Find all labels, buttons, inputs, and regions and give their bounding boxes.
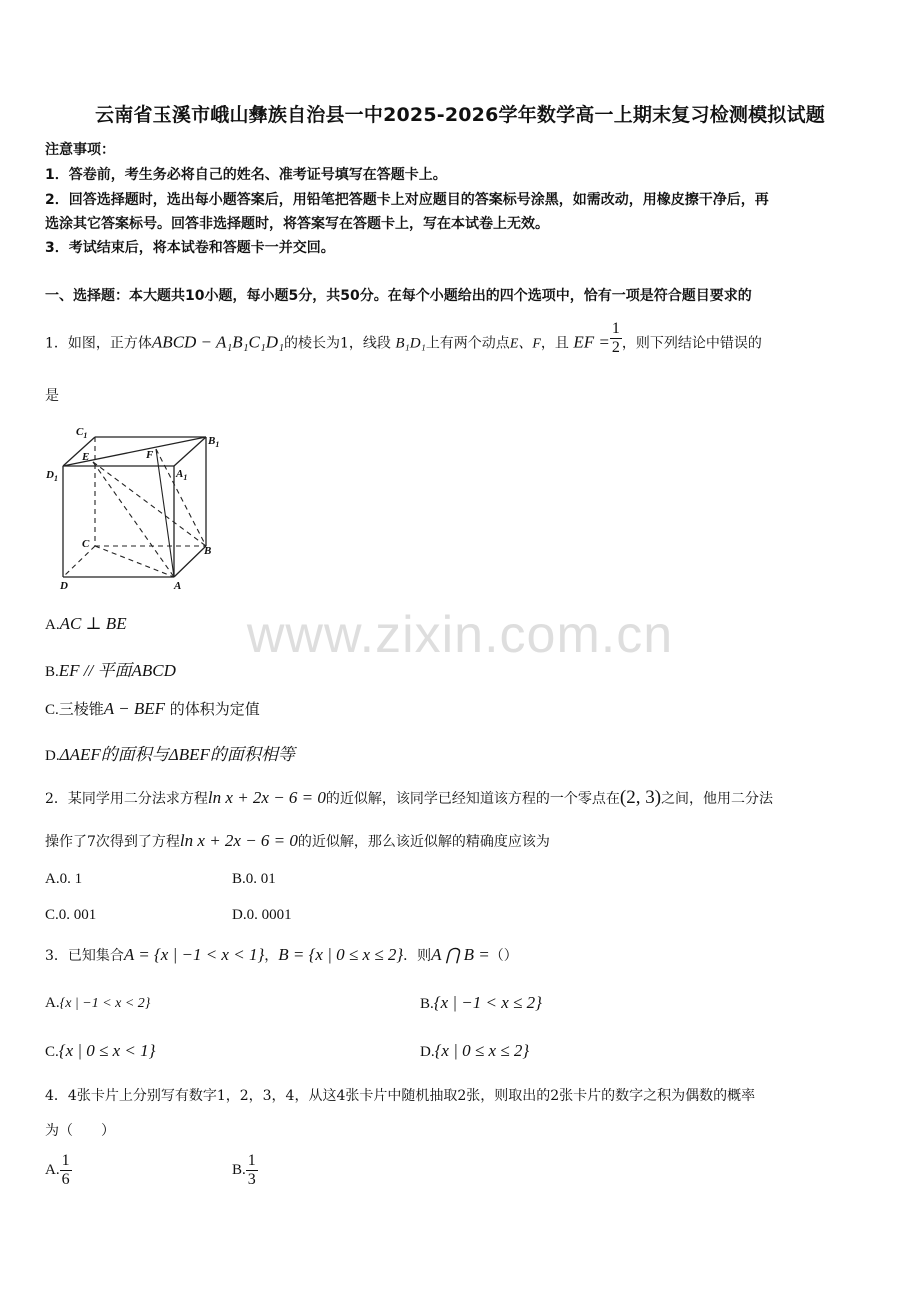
edge-b1a1 — [174, 437, 206, 466]
label-e: E — [82, 451, 90, 463]
question-2-stem-cont: 操作了7次得到了方程ln x + 2x − 6 = 0的近似解，那么该近似解的精确度应该为 — [45, 831, 550, 850]
label-a: A — [174, 580, 182, 592]
question-3-stem: 3．已知集合A = {x | −1 < x < 1}，B = {x | 0 ≤ x ≤ 2}．则A ⋂ B =（） — [45, 945, 518, 964]
label-d1: $D_1$ — [46, 469, 58, 483]
page-title: 云南省玉溪市峨山彝族自治县一中2025-2026学年数学高一上期末复习检测模拟试题 — [95, 104, 825, 126]
hidden-line-fb — [156, 449, 206, 546]
label-c1: $C_1$ — [76, 426, 88, 440]
q1-option-b[interactable]: B.EF // 平面ABCD — [45, 661, 176, 680]
hidden-line-ea — [93, 462, 174, 577]
question-2-stem: 2．某同学用二分法求方程ln x + 2x − 6 = 0的近似解，该同学已经知道该方程的一个零点在(2, 3)之间，他用二分法 — [45, 787, 774, 808]
fraction-one-third: $\frac{1}{3}$ — [247, 1152, 256, 1188]
q3-option-a[interactable]: A.{x | −1 < x < 2} — [45, 995, 151, 1011]
hidden-line-eb — [93, 462, 206, 546]
edge-c1d1 — [63, 437, 95, 466]
notice-item-2: 2．回答选择题时，选出每小题答案后，用铅笔把答题卡上对应题目的答案标号涂黑，如需改动，用橡皮擦干净后，再 — [45, 192, 769, 208]
section-heading: 一、选择题：本大题共10小题，每小题5分，共50分。在每个小题给出的四个选项中，恰有一项是符合题目要求的 — [45, 288, 752, 304]
q1-option-c[interactable]: C.三棱锥A − BEF 的体积为定值 — [45, 699, 260, 718]
notice-item-3: 3．考试结束后，将本试卷和答题卡一并交回。 — [45, 240, 335, 256]
label-b1: $B_1$ — [208, 435, 220, 449]
edge-ab — [174, 546, 206, 577]
question-4-stem-cont: 为（ ） — [45, 1123, 115, 1139]
q4-option-b[interactable]: B. $\frac{1}{3}$ — [232, 1152, 256, 1188]
watermark: www.zixin.com.cn — [246, 606, 674, 664]
hidden-line-ca — [95, 546, 174, 577]
label-f: F — [146, 449, 154, 461]
fraction-one-sixth: $\frac{1}{6}$ — [61, 1152, 70, 1188]
notice-heading: 注意事项： — [45, 142, 115, 158]
label-b: B — [204, 545, 212, 557]
label-d: D — [60, 580, 68, 592]
q2-option-c[interactable]: C.0. 001 — [45, 907, 97, 923]
q2-option-b[interactable]: B.0. 01 — [232, 871, 276, 887]
fraction-one-half: $\frac{1}{2}$ — [611, 320, 620, 356]
question-1-stem-cont: 是 — [45, 388, 59, 404]
q1-option-d[interactable]: D.ΔAEF的面积与ΔBEF的面积相等 — [45, 745, 295, 764]
q2-option-a[interactable]: A.0. 1 — [45, 871, 83, 887]
label-a1: $A_1$ — [176, 468, 188, 482]
line-fa — [156, 449, 174, 577]
q4-option-a[interactable]: A. $\frac{1}{6}$ — [45, 1152, 70, 1188]
q3-option-c[interactable]: C.{x | 0 ≤ x < 1} — [45, 1041, 156, 1060]
hidden-edge-cd — [63, 546, 95, 577]
q2-option-d[interactable]: D.0. 0001 — [232, 907, 292, 923]
question-1-stem: 1．如图，正方体ABCD − A₁B₁C₁D₁的棱长为1，线段 B₁D₁上有两个动点E、F，且 EF = $\frac{1}{2}$ ，则下列结论中错误的 — [45, 320, 762, 356]
q3-option-d[interactable]: D.{x | 0 ≤ x ≤ 2} — [420, 1041, 530, 1060]
q3-option-b[interactable]: B.{x | −1 < x ≤ 2} — [420, 993, 542, 1012]
notice-item-1: 1．答卷前，考生务必将自己的姓名、准考证号填写在答题卡上。 — [45, 167, 447, 183]
label-c: C — [82, 538, 90, 550]
notice-item-2-cont: 选涂其它答案标号。回答非选择题时，将答案写在答题卡上，写在本试卷上无效。 — [45, 216, 549, 232]
question-4-stem: 4．4张卡片上分别写有数字1，2，3，4，从这4张卡片中随机抽取2张，则取出的2张卡片的数字之积为偶数的概率 — [45, 1088, 756, 1104]
q1-option-a[interactable]: A.AC ⊥ BE — [45, 614, 127, 633]
cube-figure — [40, 420, 240, 595]
